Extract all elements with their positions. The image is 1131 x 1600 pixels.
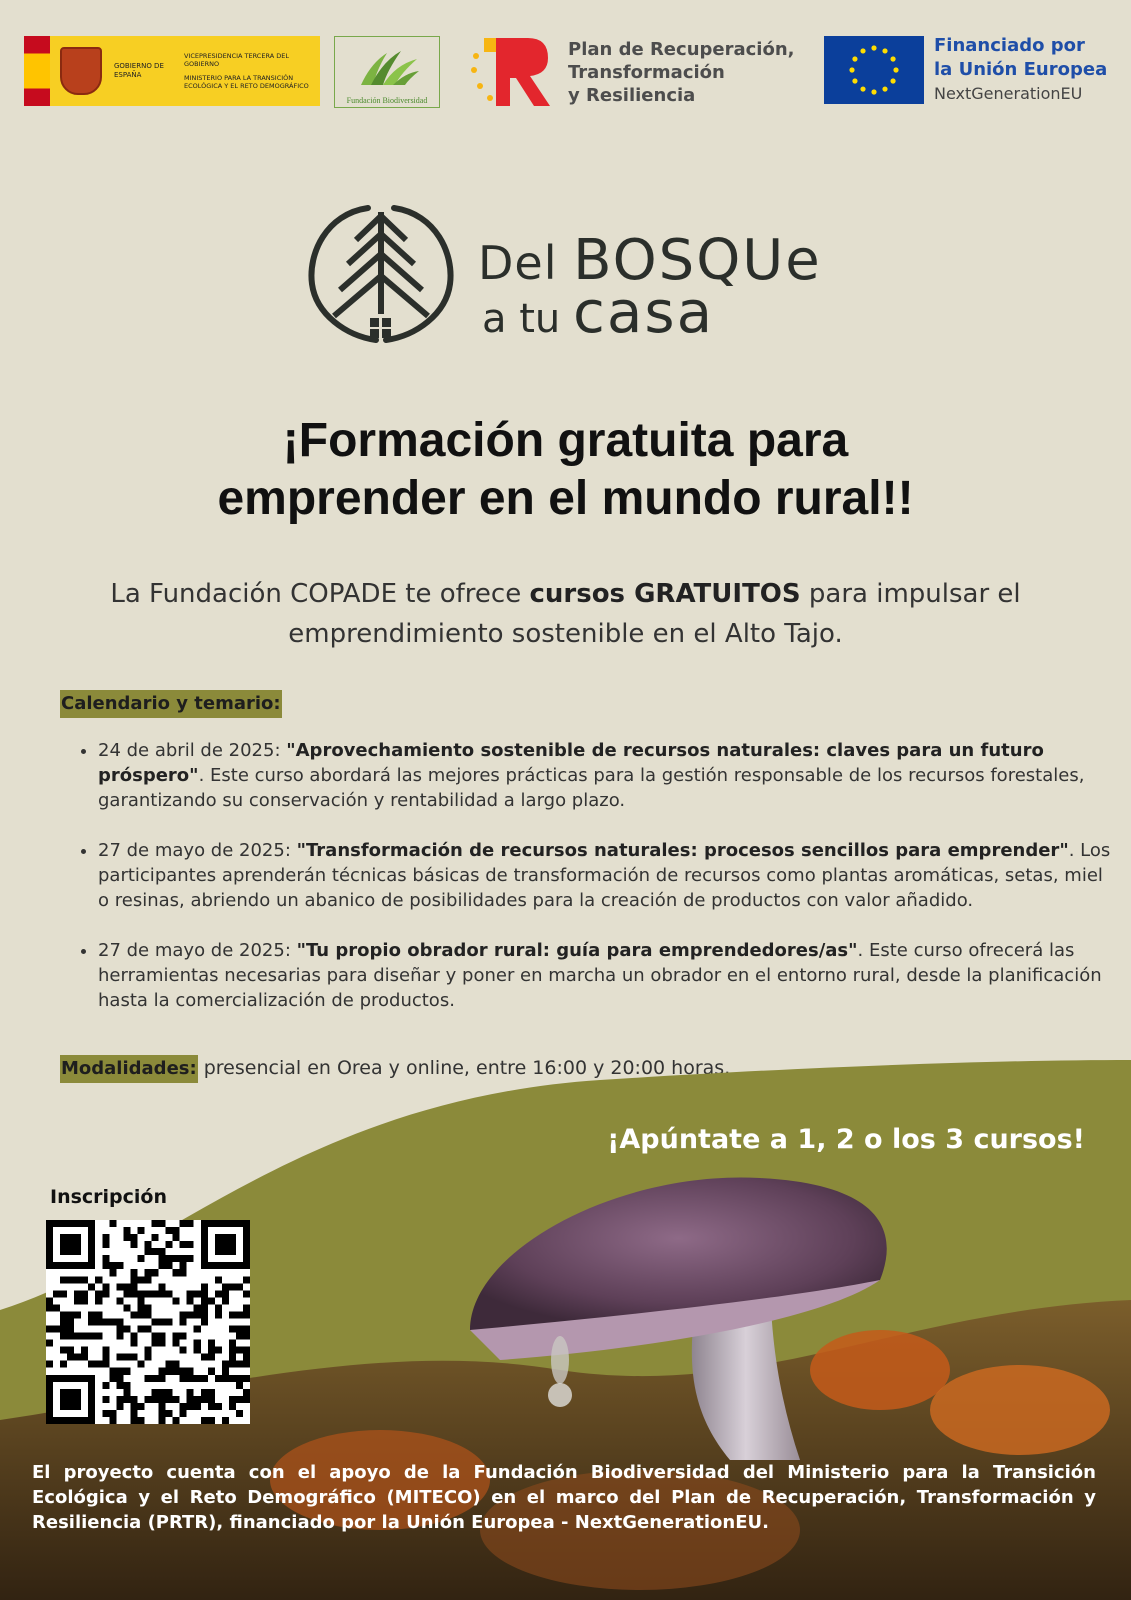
sponsor-logos xyxy=(24,36,1110,110)
calendar-label: Calendario y temario: xyxy=(60,690,282,718)
prtr-logo xyxy=(468,36,798,108)
inscripcion-label: Inscripción xyxy=(50,1186,168,1208)
prtr-mark-icon xyxy=(468,36,558,108)
spain-flag-icon xyxy=(24,36,50,106)
eu-logo xyxy=(824,36,1110,106)
intro-text: La Fundación COPADE te ofrece cursos GRATUITOS para impulsar el emprendimiento sostenible en el Alto Tajo. xyxy=(110,579,1021,649)
del-bosque-logo xyxy=(306,204,826,344)
cta-text: ¡Apúntate a 1, 2 o los 3 cursos! xyxy=(607,1124,1085,1155)
eu-funded-label: Financiado por la Unión Europea xyxy=(934,35,1108,80)
fundacion-label: Fundación Biodiversidad xyxy=(346,96,428,105)
coat-of-arms-icon xyxy=(60,47,102,95)
page-title: ¡Formación gratuita para emprender en el mundo rural!! xyxy=(217,414,914,525)
list-item: • 27 de mayo de 2025: "Transformación de recursos naturales: procesos sencillos para emprender". Los participantes aprenderán técnicas básicas de transformación de recursos como plantas aromáticas, setas, miel o resinas, abriendo un abanico de posibilidades para la creación de productos con valor añadido. xyxy=(98,838,1118,913)
nextgen-label: NextGenerationEU xyxy=(934,84,1083,103)
brand-line-2: a tu casa xyxy=(482,278,715,346)
footer-text: El proyecto cuenta con el apoyo de la Fundación Biodiversidad del Ministerio para la Transición Ecológica y el Reto Demográfico (MITECO) en el marco del Plan de Recuperación, Transformación y Resiliencia (PRTR), financiado por la Unión Europea - NextGenerationEU. xyxy=(32,1462,1096,1533)
brand-line-1: Del BOSQUe xyxy=(478,228,822,293)
list-item: • 24 de abril de 2025: "Aprovechamiento sostenible de recursos naturales: claves para un futuro próspero". Este curso abordará las mejores prácticas para la gestión responsable de los recursos forestales, garantizando su conservación y rentabilidad a largo plazo. xyxy=(98,738,1118,813)
modalidades: Modalidades: presencial en Orea y online, entre 16:00 y 20:00 horas. xyxy=(60,1055,730,1083)
plan-title: Plan de Recuperación, Transformación y Resiliencia xyxy=(568,39,795,106)
eu-flag-icon xyxy=(824,36,924,104)
grass-icon xyxy=(357,49,421,87)
tree-house-icon xyxy=(306,204,456,344)
gobierno-espana-logo xyxy=(24,36,320,106)
course-list xyxy=(70,738,1118,1038)
fundacion-biodiversidad-logo xyxy=(334,36,440,108)
qr-code[interactable] xyxy=(46,1220,250,1424)
qr-code-icon xyxy=(46,1220,250,1424)
ministerio-label: VICEPRESIDENCIA TERCERA DEL GOBIERNO MINISTERIO PARA LA TRANSICIÓN ECOLÓGICA Y EL RETO DEMOGRÁFICO xyxy=(184,52,309,90)
modalidades-label: Modalidades: xyxy=(60,1055,198,1083)
list-item: • 27 de mayo de 2025: "Tu propio obrador rural: guía para emprendedores/as". Este curso ofrecerá las herramientas necesarias para diseñar y poner en marcha un obrador en el entorno rural, desde la planificación hasta la comercialización de productos. xyxy=(98,938,1118,1013)
gobierno-label: GOBIERNO DE ESPAÑA xyxy=(114,62,164,79)
